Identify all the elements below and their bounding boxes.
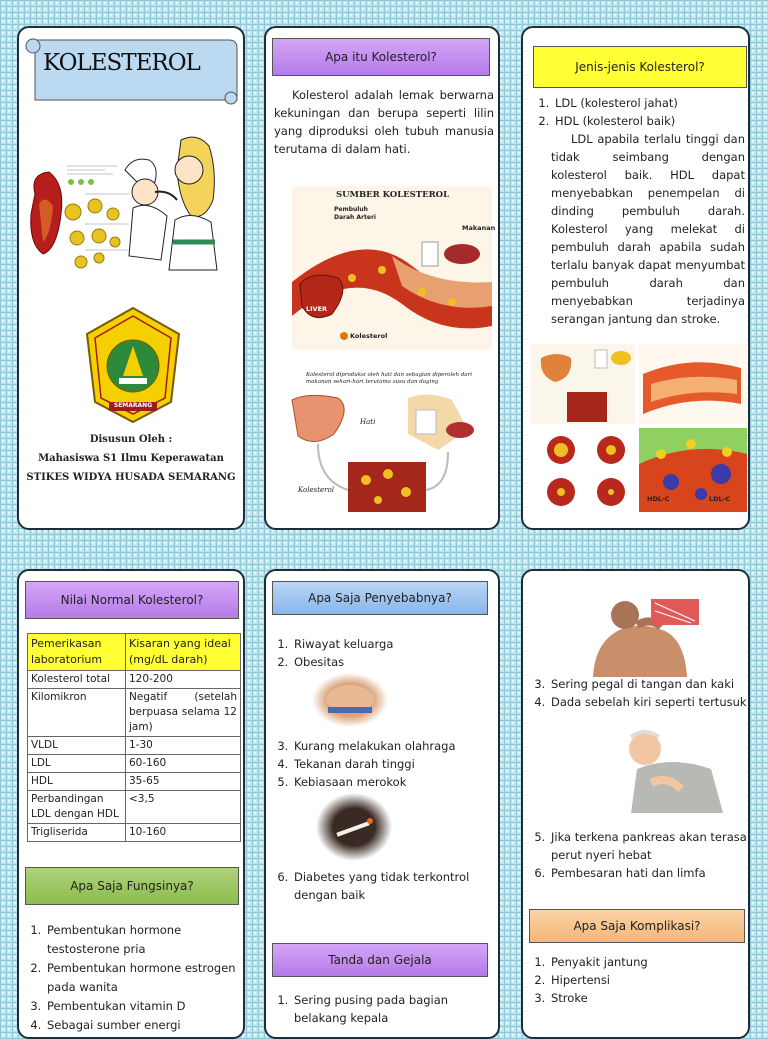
neck-pain-photo xyxy=(575,597,703,677)
list-item: 4. Dada sebelah kiri seperti tertusuk xyxy=(549,693,747,711)
types-panel xyxy=(521,26,750,530)
table-cell-test: VLDL xyxy=(28,737,126,755)
table-cell-test: Perbandingan LDL dengan HDL xyxy=(28,791,126,824)
logo-text-top xyxy=(19,29,20,30)
table-cell-test: Kilomikron xyxy=(28,689,126,737)
types-list xyxy=(531,94,745,130)
table-cell-range: 35-65 xyxy=(126,773,241,791)
list-item: 2. Pembentukan hormone estrogen pada wanita xyxy=(45,959,239,997)
brochure-title: KOLESTEROL xyxy=(43,50,200,76)
definition-heading: Apa itu Kolesterol? xyxy=(272,38,490,76)
complications-heading: Apa Saja Komplikasi? xyxy=(529,909,745,943)
table-row xyxy=(28,791,241,824)
fig2-label-liver: Hati xyxy=(360,418,376,426)
list-item: 3. Stroke xyxy=(549,989,747,1007)
causes-list-1 xyxy=(270,635,490,671)
logo-text-bottom: SEMARANG xyxy=(113,402,153,409)
list-item: 5. Kebiasaan merokok xyxy=(292,773,490,791)
list-item: 6. Pembesaran hati dan limfa xyxy=(549,864,747,882)
table-cell-test: Trigliserida xyxy=(28,824,126,842)
table-cell-range: Negatif (setelah berpuasa selama 12 jam) xyxy=(126,689,241,737)
list-item: 2. Hipertensi xyxy=(549,971,747,989)
list-item: 4. Sebagai sumber energi xyxy=(45,1016,239,1035)
list-item: 1. Riwayat keluarga xyxy=(292,635,490,653)
list-item: 2. Obesitas xyxy=(292,653,490,671)
fig-label-hdl: HDL-C xyxy=(647,495,670,503)
list-item: 1. LDL (kolesterol jahat) xyxy=(553,94,745,112)
definition-body: Kolesterol adalah lemak berwarna kekuningan dan berupa seperti lilin yang diproduksi oleh tubuh manusia terutama di dalam hati. xyxy=(274,88,494,156)
table-cell-range: 1-30 xyxy=(126,737,241,755)
normal-values-table xyxy=(27,633,241,842)
table-row xyxy=(28,671,241,689)
types-heading: Jenis-jenis Kolesterol? xyxy=(533,46,747,88)
complications-list xyxy=(527,953,747,1007)
table-cell-range: 10-160 xyxy=(126,824,241,842)
normal-values-heading: Nilai Normal Kolesterol? xyxy=(25,581,239,619)
credit-name: Mahasiswa S1 Ilmu Keperawatan xyxy=(38,453,224,464)
table-cell-range: 60-160 xyxy=(126,755,241,773)
table-header: Pemerikasan laboratorium xyxy=(28,634,126,671)
liver-food-cycle-figure xyxy=(288,390,484,516)
symptoms-list-1 xyxy=(527,675,747,711)
cover-panel xyxy=(17,26,245,530)
table-header: Kisaran yang ideal (mg/dL darah) xyxy=(126,634,241,671)
fig-label-ldl: LDL-C xyxy=(709,495,731,503)
fig2-label-chol: Kolesterol xyxy=(298,486,334,494)
types-body: LDL apabila terlalu tinggi dan tidak seimbang dengan kolesterol baik. HDL dapat menyebabkan penempelan di dinding pembuluh darah. Kolesterol yang melekat di pembuluh darah apabila sudah terlalu banyak dapat menyumbat pembuluh darah dan menyebabkan terjadinya serangan jantung dan stroke. xyxy=(551,132,745,326)
causes-heading: Apa Saja Penyebabnya? xyxy=(272,581,488,615)
functions-list xyxy=(23,921,239,1035)
table-row xyxy=(28,773,241,791)
symptoms-panel xyxy=(521,569,750,1039)
fig1-title: SUMBER KOLESTEROL xyxy=(336,190,450,200)
causes-list-2 xyxy=(270,737,490,791)
causes-panel xyxy=(264,569,500,1039)
list-item: 4. Tekanan darah tinggi xyxy=(292,755,490,773)
symptoms-list xyxy=(270,991,490,1027)
fig2-caption: Kolesterol diproduksi oleh hati dan sebagian diperoleh dari makanan sehari-hari terutama susu dan daging xyxy=(306,372,472,385)
table-cell-test: Kolesterol total xyxy=(28,671,126,689)
list-item: 3. Kurang melakukan olahraga xyxy=(292,737,490,755)
list-item: 5. Jika terkena pankreas akan terasa perut nyeri hebat xyxy=(549,828,747,864)
symptoms-heading: Tanda dan Gejala xyxy=(272,943,488,977)
functions-heading: Apa Saja Fungsinya? xyxy=(25,867,239,905)
list-item: 6. Diabetes yang tidak terkontrol dengan baik xyxy=(292,868,490,904)
list-item: 2. HDL (kolesterol baik) xyxy=(553,112,745,130)
fig1-label-artery: Pembuluh Darah Arteri xyxy=(334,206,376,221)
artery-plaque-figure xyxy=(531,344,747,514)
fig1-label-liver: LIVER xyxy=(306,305,328,313)
table-cell-test: LDL xyxy=(28,755,126,773)
fig1-label-chol: Kolesterol xyxy=(350,332,388,340)
credit-school: STIKES WIDYA HUSADA SEMARANG xyxy=(26,472,236,483)
chest-pain-photo xyxy=(611,725,731,813)
nurse-illustration xyxy=(119,130,223,278)
table-row xyxy=(28,737,241,755)
table-cell-range: <3,5 xyxy=(126,791,241,824)
cholesterol-source-figure xyxy=(292,186,492,350)
list-item: 1. Sering pusing pada bagian belakang kepala xyxy=(292,991,490,1027)
definition-panel xyxy=(264,26,500,530)
normal-values-panel xyxy=(17,569,245,1039)
smoking-photo xyxy=(316,793,392,861)
list-item: 1. Pembentukan hormone testosterone pria xyxy=(45,921,239,959)
table-row xyxy=(28,755,241,773)
obesity-photo xyxy=(312,673,388,727)
table-row xyxy=(28,689,241,737)
fig1-label-food: Makanan xyxy=(462,224,496,232)
list-item: 3. Sering pegal di tangan dan kaki xyxy=(549,675,747,693)
table-cell-test: HDL xyxy=(28,773,126,791)
table-cell-range: 120-200 xyxy=(126,671,241,689)
credit-label: Disusun Oleh : xyxy=(89,434,173,445)
table-row xyxy=(28,824,241,842)
list-item: 3. Pembentukan vitamin D xyxy=(45,997,239,1016)
symptoms-list-2 xyxy=(527,828,747,882)
list-item: 1. Penyakit jantung xyxy=(549,953,747,971)
causes-list-3 xyxy=(270,868,490,904)
